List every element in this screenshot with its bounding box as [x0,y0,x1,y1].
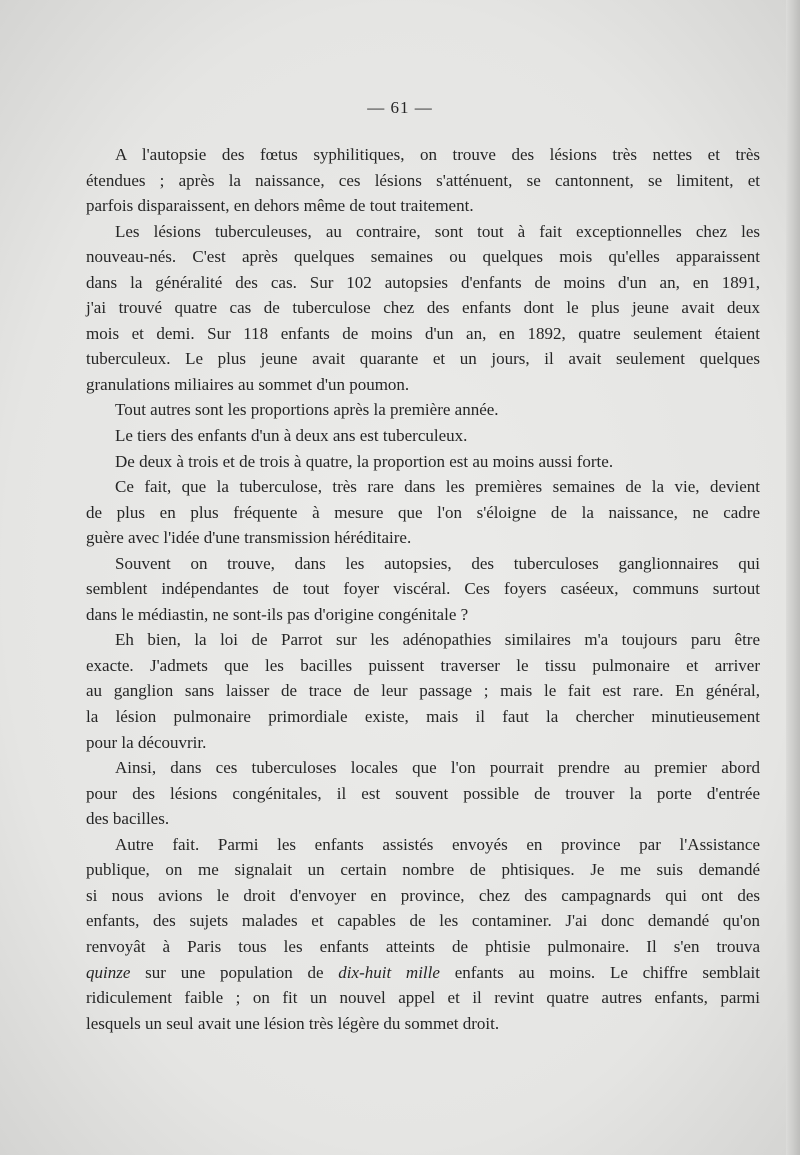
text-line: mois et demi. Sur 118 enfants de moins d'un an, en 1892, quatre seulement étaient [86,323,760,343]
text-line: étendues ; après la naissance, ces lésions s'atténuent, se cantonnent, se limitent, et [86,170,760,190]
page-edge-shadow [786,0,800,1155]
text-line: enfants, des sujets malades et capables de les contaminer. J'ai donc demandé qu'on [86,911,760,931]
paragraph [86,142,760,219]
text-line: ridiculement faible ; on fit un nouvel appel et il revint quatre autres enfants, parmi [86,988,760,1008]
text-line: A l'autopsie des fœtus syphilitiques, on trouve des lésions très nettes et très [115,145,760,164]
body-text [86,142,760,1036]
text-line: granulations miliaires au sommet d'un poumon. [86,374,410,394]
paragraph [86,219,760,398]
text-line: au ganglion sans laisser de trace de leur passage ; mais le fait est rare. En général, [86,681,760,701]
text-line: Ce fait, que la tuberculose, très rare dans les premières semaines de la vie, devient [115,477,760,497]
text-line: la lésion pulmonaire primordiale existe, mais il faut la chercher minutieusement [86,707,760,727]
text-line: pour des lésions congénitales, il est souvent possible de trouver la porte d'entrée [86,783,760,803]
paragraph [86,423,760,449]
text-line: Le tiers des enfants d'un à deux ans est tuberculeux. [115,426,468,446]
text-line: exacte. J'admets que les bacilles puissent traverser le tissu pulmonaire et arriver [86,655,760,675]
text-line: Autre fait. Parmi les enfants assistés envoyés en province par l'Assistance [115,834,760,854]
paragraph [86,474,760,551]
text-segment: sur une population de [130,962,339,982]
text-line: De deux à trois et de trois à quatre, la proportion est au moins aussi forte. [115,451,614,471]
paragraph [86,449,760,475]
paragraph [86,627,760,755]
text-line: dans le médiastin, ne sont-ils pas d'origine congénitale ? [86,604,469,624]
text-line: nouveau-nés. C'est après quelques semaines ou quelques mois qu'elles apparaissent [86,247,760,267]
text-line: Tout autres sont les proportions après la première année. [115,400,499,420]
italic-text: quinze [86,962,131,982]
paragraph [86,832,760,1036]
text-line: lesquels un seul avait une lésion très légère du sommet droit. [86,1013,500,1033]
text-line: des bacilles. [86,809,170,829]
text-line: Souvent on trouve, dans les autopsies, des tuberculoses ganglionnaires qui [115,553,760,573]
text-line: dans la généralité des cas. Sur 102 autopsies d'enfants de moins d'un an, en 1891, [86,272,760,292]
text-line: tuberculeux. Le plus jeune avait quarante et un jours, il avait seulement quelques [86,349,760,369]
italic-text: dix-huit mille [338,962,440,982]
text-line: Les lésions tuberculeuses, au contraire, sont tout à fait exceptionnelles chez les [115,221,760,241]
page-number: — 61 — [367,98,433,117]
text-line: j'ai trouvé quatre cas de tuberculose chez des enfants dont le plus jeune avait deux [86,298,760,318]
text-line: si nous avions le droit d'envoyer en province, chez des campagnards qui ont des [86,885,760,905]
text-segment: enfants au moins. Le chiffre semblait [439,962,760,982]
text-line: Ainsi, dans ces tuberculoses locales que l'on pourrait prendre au premier abord [115,758,760,778]
text-line: de plus en plus fréquente à mesure que l'on s'éloigne de la naissance, ne cadre [86,502,760,522]
text-line: publique, on me signalait un certain nombre de phtisiques. Je me suis demandé [86,860,760,880]
text-line: parfois disparaissent, en dehors même de tout traitement. [86,196,474,216]
text-line: Eh bien, la loi de Parrot sur les adénopathies similaires m'a toujours paru être [115,630,760,650]
paragraph [86,397,760,423]
text-line: pour la découvrir. [86,732,207,752]
text-line: semblent indépendantes de tout foyer viscéral. Ces foyers caséeux, communs surtout [86,579,760,599]
text-line: renvoyât à Paris tous les enfants atteints de phtisie pulmonaire. Il s'en trouva [86,936,760,956]
paragraph [86,551,760,628]
text-line [86,960,760,986]
text-line: guère avec l'idée d'une transmission héréditaire. [86,528,412,548]
paragraph [86,755,760,832]
